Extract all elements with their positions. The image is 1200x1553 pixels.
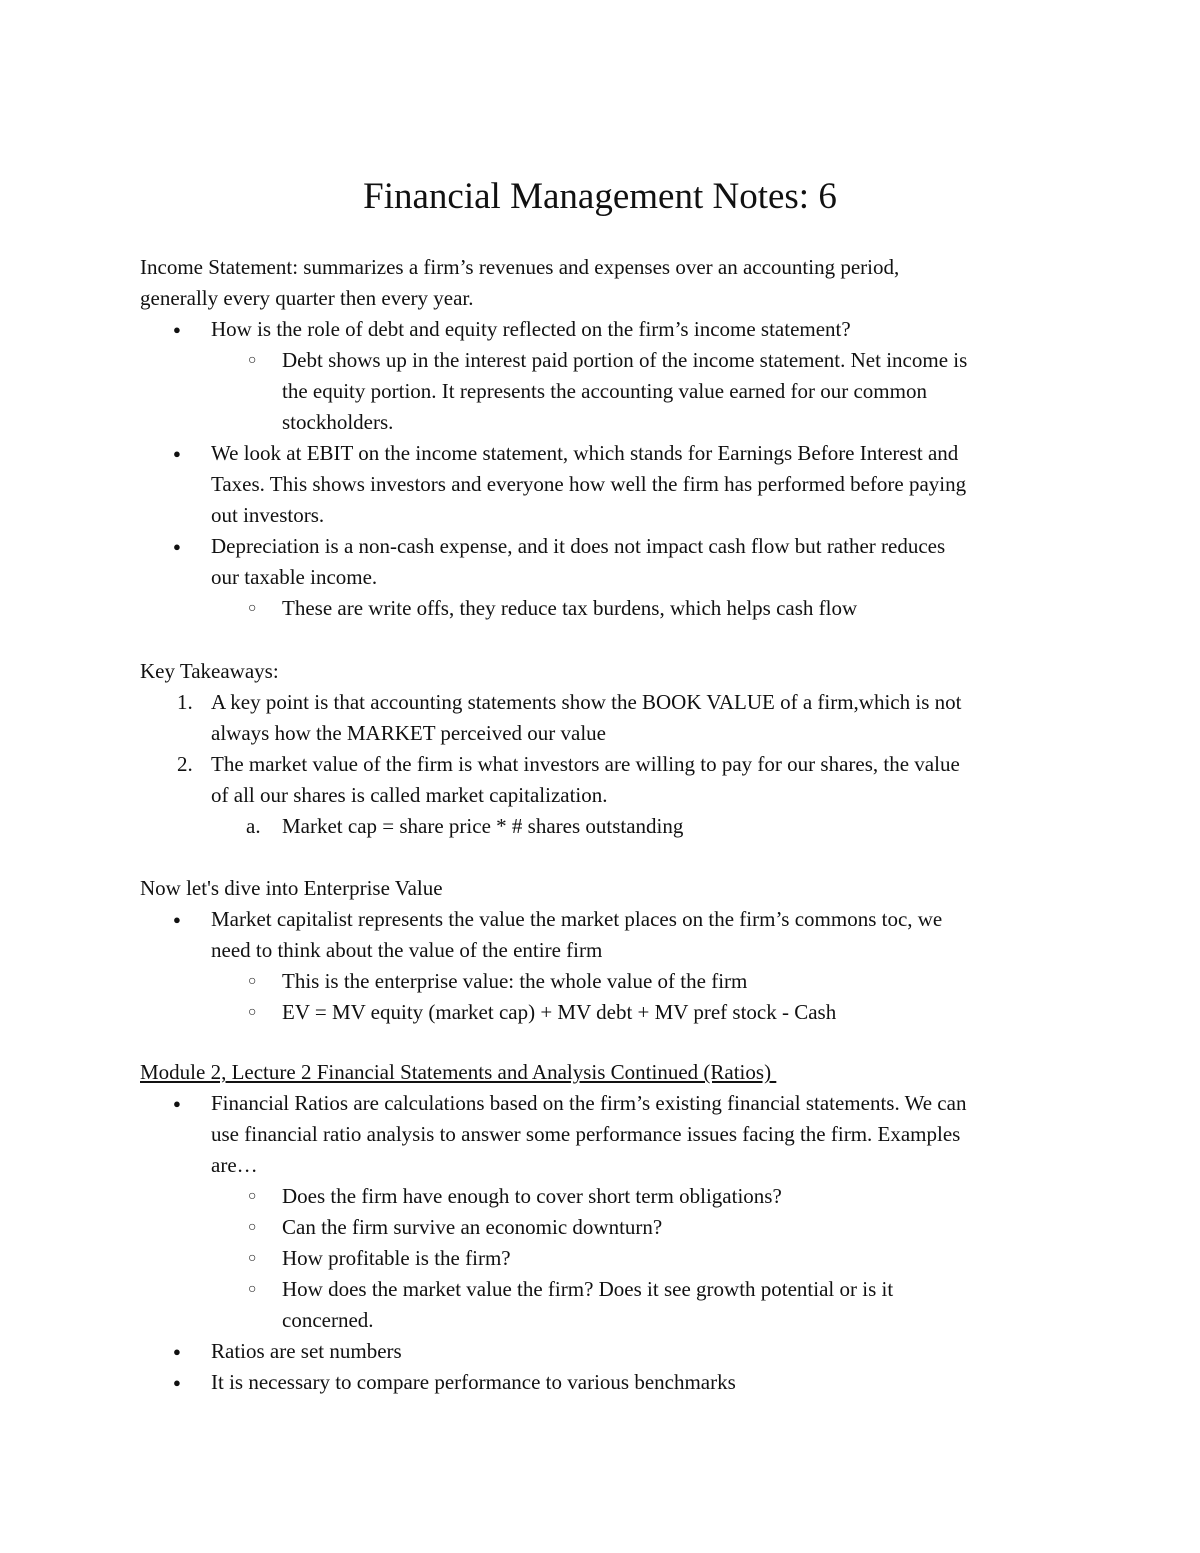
bullet-icon: ● — [173, 1096, 181, 1111]
section-heading-row — [140, 1057, 1070, 1088]
sub-list-item — [140, 1181, 1070, 1212]
numbered-item — [140, 687, 1070, 718]
circle-bullet-icon: ○ — [248, 1251, 257, 1266]
list-item-continuation: are… — [211, 1153, 258, 1177]
lettered-item — [140, 811, 1070, 842]
list-item — [140, 531, 1070, 562]
numbered-item-continuation: always how the MARKET perceived our value — [211, 721, 607, 745]
sub-list-item — [140, 593, 1070, 624]
numbered-item-continuation: of all our shares is called market capitalization. — [211, 783, 608, 807]
sub-list-item — [140, 1243, 1070, 1274]
list-item — [140, 1367, 1070, 1398]
section-heading: Module 2, Lecture 2 Financial Statements and Analysis Continued (Ratios) — [140, 1060, 777, 1084]
list-item-text: Market capitalist represents the value the market places on the firm’s commons toc, we — [211, 907, 943, 931]
section-heading: Now let's dive into Enterprise Value — [140, 876, 443, 900]
list-item-text: We look at EBIT on the income statement, which stands for Earnings Before Interest and — [211, 441, 959, 465]
list-item-text: How is the role of debt and equity reflected on the firm’s income statement? — [211, 317, 851, 341]
module-2-section — [140, 1057, 1070, 1398]
list-item — [140, 314, 1070, 345]
list-item-continuation: our taxable income. — [211, 565, 378, 589]
list-item-text: These are write offs, they reduce tax burdens, which helps cash flow — [282, 596, 858, 620]
paragraph-line: generally every quarter then every year. — [140, 286, 474, 310]
list-item-text: How profitable is the firm? — [282, 1246, 511, 1270]
key-takeaways-section — [140, 656, 1070, 842]
bullet-icon: ● — [173, 1344, 181, 1359]
list-item-continuation: need to think about the value of the entire firm — [211, 938, 603, 962]
sub-list-item — [140, 345, 1070, 376]
list-item-text: Market cap = share price * # shares outstanding — [282, 814, 684, 838]
circle-bullet-icon: ○ — [248, 1005, 257, 1020]
circle-bullet-icon: ○ — [248, 601, 257, 616]
numbered-item — [140, 749, 1070, 780]
page-title: Financial Management Notes: 6 — [363, 176, 837, 217]
circle-bullet-icon: ○ — [248, 1189, 257, 1204]
list-item-continuation: use financial ratio analysis to answer some performance issues facing the firm. Examples — [211, 1122, 961, 1146]
bullet-icon: ● — [173, 446, 181, 461]
sub-list-item-continuation: the equity portion. It represents the accounting value earned for our common — [282, 379, 927, 403]
list-item-text: It is necessary to compare performance to various benchmarks — [211, 1370, 736, 1394]
enterprise-value-section — [140, 873, 1070, 1028]
sub-list-item-continuation: stockholders. — [282, 410, 394, 434]
list-item-text: Debt shows up in the interest paid portion of the income statement. Net income is — [282, 348, 968, 372]
bullet-icon: ● — [173, 1375, 181, 1390]
bullet-icon: ● — [173, 322, 181, 337]
list-item-text: A key point is that accounting statements show the BOOK VALUE of a firm,which is not — [211, 690, 962, 714]
list-item — [140, 1088, 1070, 1119]
list-item-text: Does the firm have enough to cover short term obligations? — [282, 1184, 782, 1208]
section-heading: Key Takeaways: — [140, 659, 279, 683]
list-item — [140, 438, 1070, 469]
paragraph-line: Income Statement: summarizes a firm’s revenues and expenses over an accounting period, — [140, 255, 900, 279]
number-marker: 1. — [177, 690, 193, 714]
list-item-continuation: Taxes. This shows investors and everyone how well the firm has performed before paying — [211, 472, 967, 496]
list-item-continuation: out investors. — [211, 503, 325, 527]
list-item-text: This is the enterprise value: the whole value of the firm — [282, 969, 748, 993]
sub-list-item-continuation: concerned. — [282, 1308, 374, 1332]
bullet-icon: ● — [173, 539, 181, 554]
circle-bullet-icon: ○ — [248, 974, 257, 989]
list-item-text: Can the firm survive an economic downturn? — [282, 1215, 663, 1239]
list-item-text: Depreciation is a non-cash expense, and it does not impact cash flow but rather reduces — [211, 534, 946, 558]
list-item-text: How does the market value the firm? Does it see growth potential or is it — [282, 1277, 894, 1301]
list-item — [140, 1336, 1070, 1367]
list-item — [140, 904, 1070, 935]
sub-list-item — [140, 997, 1070, 1028]
circle-bullet-icon: ○ — [248, 1220, 257, 1235]
circle-bullet-icon: ○ — [248, 1282, 257, 1297]
list-item-text: The market value of the firm is what investors are willing to pay for our shares, the value — [211, 752, 960, 776]
income-statement-section — [140, 252, 1070, 624]
number-marker: 2. — [177, 752, 193, 776]
list-item-text: Financial Ratios are calculations based on the firm’s existing financial statements. We can — [211, 1091, 967, 1115]
list-item-text: Ratios are set numbers — [211, 1339, 402, 1363]
sub-list-item — [140, 966, 1070, 997]
list-item-text: EV = MV equity (market cap) + MV debt + MV pref stock - Cash — [282, 1000, 837, 1024]
sub-list-item — [140, 1274, 1070, 1305]
bullet-icon: ● — [173, 912, 181, 927]
sub-list-item — [140, 1212, 1070, 1243]
circle-bullet-icon: ○ — [248, 353, 257, 368]
letter-marker: a. — [246, 814, 261, 838]
